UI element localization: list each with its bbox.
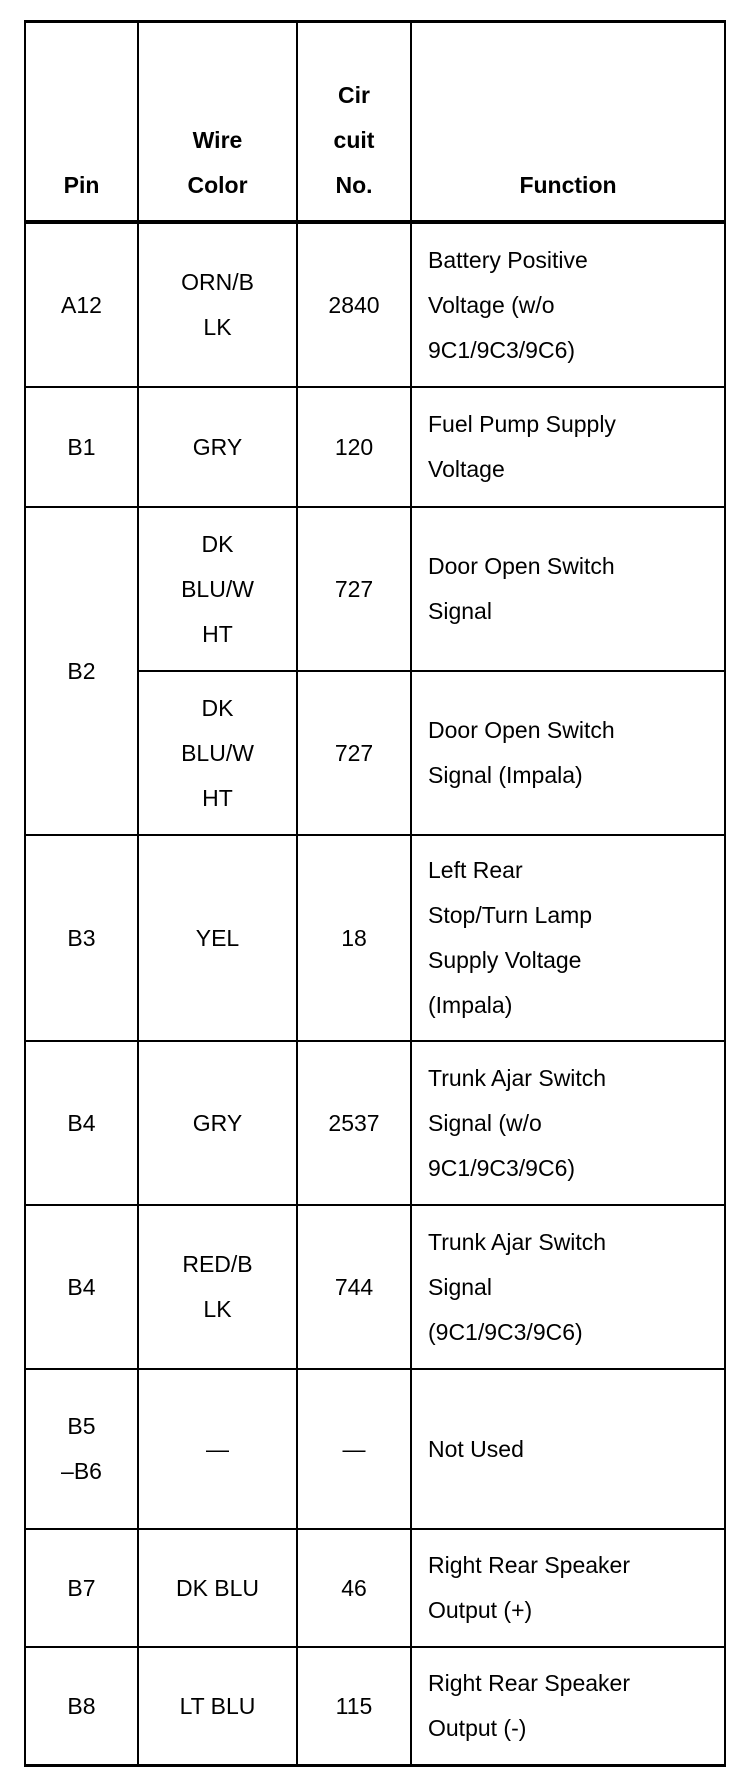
table-row xyxy=(25,835,725,1041)
function-cell: Fuel Pump Supply Voltage xyxy=(411,387,725,507)
pin-cell: A12 xyxy=(25,222,138,387)
header-row xyxy=(25,22,725,223)
table-row xyxy=(25,222,725,387)
wire-color-cell: DK BLU/W HT xyxy=(138,671,297,835)
table-row xyxy=(25,1369,725,1529)
wire-color-cell: YEL xyxy=(138,835,297,1041)
wire-color-cell: DK BLU/W HT xyxy=(138,507,297,671)
table-row xyxy=(25,507,725,671)
function-cell: Right Rear Speaker Output (+) xyxy=(411,1529,725,1647)
table-row xyxy=(25,1041,725,1205)
pin-cell: B7 xyxy=(25,1529,138,1647)
table-row xyxy=(25,1529,725,1647)
wire-color-cell: DK BLU xyxy=(138,1529,297,1647)
wire-color-cell: RED/B LK xyxy=(138,1205,297,1369)
circuit-cell: 2537 xyxy=(297,1041,411,1205)
wire-color-cell: GRY xyxy=(138,1041,297,1205)
wire-color-cell: GRY xyxy=(138,387,297,507)
wire-color-cell: ORN/B LK xyxy=(138,222,297,387)
circuit-cell: 727 xyxy=(297,671,411,835)
pin-cell: B4 xyxy=(25,1041,138,1205)
function-cell: Not Used xyxy=(411,1369,725,1529)
function-cell: Right Rear Speaker Output (-) xyxy=(411,1647,725,1766)
circuit-cell: 46 xyxy=(297,1529,411,1647)
function-cell: Left Rear Stop/Turn Lamp Supply Voltage (Impala) xyxy=(411,835,725,1041)
header-pin: Pin xyxy=(25,22,138,223)
circuit-cell: 115 xyxy=(297,1647,411,1766)
table-row xyxy=(25,1647,725,1766)
circuit-cell: — xyxy=(297,1369,411,1529)
circuit-cell: 727 xyxy=(297,507,411,671)
pin-cell: B4 xyxy=(25,1205,138,1369)
function-cell: Trunk Ajar Switch Signal (w/o 9C1/9C3/9C6) xyxy=(411,1041,725,1205)
connector-pinout-table xyxy=(24,20,726,1767)
pin-cell: B1 xyxy=(25,387,138,507)
header-function: Function xyxy=(411,22,725,223)
function-cell: Door Open Switch Signal xyxy=(411,507,725,671)
circuit-cell: 2840 xyxy=(297,222,411,387)
table-row xyxy=(25,1205,725,1369)
table-row xyxy=(25,387,725,507)
function-cell: Battery Positive Voltage (w/o 9C1/9C3/9C6) xyxy=(411,222,725,387)
function-cell: Door Open Switch Signal (Impala) xyxy=(411,671,725,835)
circuit-cell: 120 xyxy=(297,387,411,507)
header-circuit-no: Cir cuit No. xyxy=(297,22,411,223)
header-wire-color: Wire Color xyxy=(138,22,297,223)
function-cell: Trunk Ajar Switch Signal (9C1/9C3/9C6) xyxy=(411,1205,725,1369)
wire-color-cell: LT BLU xyxy=(138,1647,297,1766)
wire-color-cell: — xyxy=(138,1369,297,1529)
pin-cell: B3 xyxy=(25,835,138,1041)
circuit-cell: 18 xyxy=(297,835,411,1041)
pin-cell: B5 –B6 xyxy=(25,1369,138,1529)
pin-cell: B2 xyxy=(25,507,138,835)
pin-cell: B8 xyxy=(25,1647,138,1766)
circuit-cell: 744 xyxy=(297,1205,411,1369)
